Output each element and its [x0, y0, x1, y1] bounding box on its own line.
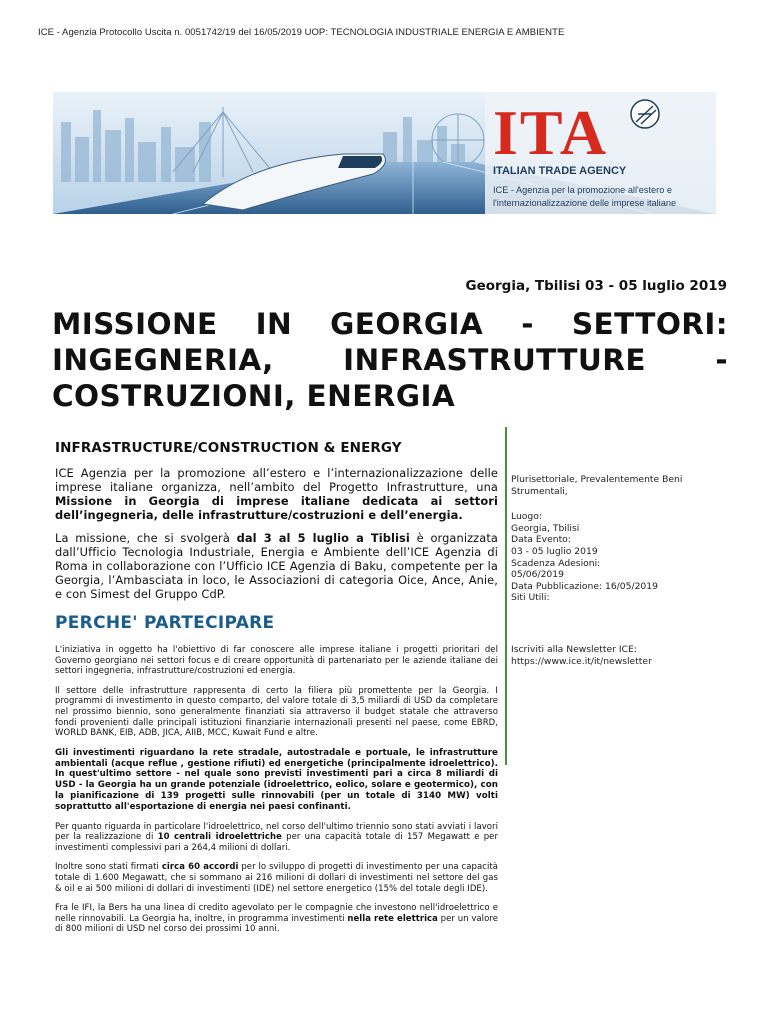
column-divider	[505, 427, 507, 765]
sector-info: Plurisettoriale, Prevalentemente Beni Strumentali,	[511, 474, 683, 497]
page-title: MISSIONE IN GEORGIA - SETTORI: INGEGNERIA, INFRASTRUTTURE - COSTRUZIONI, ENERGIA	[52, 307, 728, 413]
luogo-label: Luogo:	[511, 511, 542, 523]
intro-paragraph-2: La missione, che si svolgerà dal 3 al 5 luglio a Tiblisi è organizzata dall’Ufficio Tecnologia Industriale, Energia e Ambiente dell’ICE Agenzia di Roma in collaborazione con l’Ufficio ICE Agenzia di Baku, competente per la Georgia, l’Ambasciata in loco, le Associazioni di categoria Oice, Ance, Anie, e con Simest del Gruppo CdP.	[55, 531, 498, 601]
ita-logo-letters: ITA	[493, 97, 609, 168]
luogo-value: Georgia, Tbilisi	[511, 522, 580, 534]
body-paragraph-2: Il settore delle infrastrutture rappresenta di certo la filiera più promettente per la Georgia. I programmi di investimento in questo comparto, del valore totale di 3,5 miliardi di USD da completare nel prossimo biennio, sono generalmente finanziati sia attraverso il budget statale che attraverso fondi provenienti dalle principali istituzioni finanziarie internazionali presenti nel paese, come EBRD, WORLD BANK, EIB, ADB, JICA, AIIB, MCC, Kuwait Fund e altre.	[55, 685, 498, 739]
event-sidebar	[511, 474, 726, 681]
body-paragraph-3: Gli investimenti riguardano la rete stradale, autostradale e portuale, le infrastrutture ambientali (acque reflue , gestione rifiuti) ed energetiche (principalmente idroelettrico). In quest'ultimo settore - nel quale sono previsti investimenti pari a circa 8 miliardi di USD - la Georgia ha un grande potenziale (idroelettrico, eolico, solare e geotermico), con la pianificazione di 139 progetti sulle rinnovabili (per un totale di 3140 MW) volti soprattutto all'esportazione di energia nei paesi confinanti.	[55, 747, 498, 812]
newsletter-label: Iscriviti alla Newsletter ICE:	[511, 643, 637, 655]
data-evento-value: 03 - 05 luglio 2019	[511, 545, 598, 557]
newsletter-link[interactable]: https://www.ice.it/it/newsletter	[511, 655, 652, 667]
main-content	[55, 440, 498, 944]
body-paragraph-4: Per quanto riguarda in particolare l'idroelettrico, nel corso dell'ultimo triennio sono stati avviati i lavori per la realizzazione di 10 centrali idroelettriche per una capacità totale di 157 Megawatt e per investimenti complessivi pari a 264,4 milioni di dollari.	[55, 821, 499, 853]
ita-banner	[53, 92, 716, 214]
agency-tagline-2: l'internazionalizzazione delle imprese italiane	[493, 198, 677, 208]
ice-crest-icon	[631, 100, 659, 128]
scadenza-value: 05/06/2019	[511, 569, 564, 581]
event-date: Georgia, Tbilisi 03 - 05 luglio 2019	[465, 278, 727, 294]
data-pubblicazione: Data Pubblicazione: 16/05/2019	[511, 580, 658, 592]
intro-paragraph-1: ICE Agenzia per la promozione all’estero e l’internazionalizzazione delle imprese italiane organizza, nell’ambito del Progetto Infrastrutture, una Missione in Georgia di imprese italiane dedicata ai settori dell’ingegneria, delle infrastrutture/costruzioni e dell’energia.	[55, 466, 498, 522]
protocol-header: ICE - Agenzia Protocollo Uscita n. 0051742/19 del 16/05/2019 UOP: TECNOLOGIA INDUSTRIALE ENERGIA E AMBIENTE	[38, 27, 565, 38]
scadenza-label: Scadenza Adesioni:	[511, 557, 601, 569]
agency-name: ITALIAN TRADE AGENCY	[493, 165, 627, 177]
siti-utili-label: Siti Utili:	[511, 592, 550, 604]
section-title-perche-partecipare: PERCHE' PARTECIPARE	[55, 613, 275, 633]
sector-subtitle: INFRASTRUCTURE/CONSTRUCTION & ENERGY	[55, 440, 402, 456]
data-evento-label: Data Evento:	[511, 534, 571, 546]
agency-tagline-1: ICE - Agenzia per la promozione all'estero e	[493, 185, 672, 195]
body-paragraph-1: L'iniziativa in oggetto ha l'obiettivo di far conoscere alle imprese italiane i progetti prioritari del Governo georgiano nei settori focus e di creare opportunità di partenariato per le aziende italiane dei settori ingegneria, infrastrutture/costruzioni ed energia.	[55, 645, 498, 677]
body-paragraph-6: Fra le IFI, la Bers ha una linea di credito agevolato per le compagnie che investono nell'idroelettrico e nelle rinnovabili. La Georgia ha, inoltre, in programma investimenti nella rete elettrica per un valore di 800 milioni di USD nel corso dei prossimi 10 anni.	[55, 903, 498, 935]
body-paragraph-5: Inoltre sono stati firmati circa 60 accordi per lo sviluppo di progetti di investimento per una capacità totale di 1.600 Megawatt, che si sommano ai 216 milioni di dollari di investimenti nel settore del gas & oil e ai 500 milioni di dollari di investimenti (IDE) nel settore energetico (15% del totale degli IDE).	[55, 862, 499, 894]
